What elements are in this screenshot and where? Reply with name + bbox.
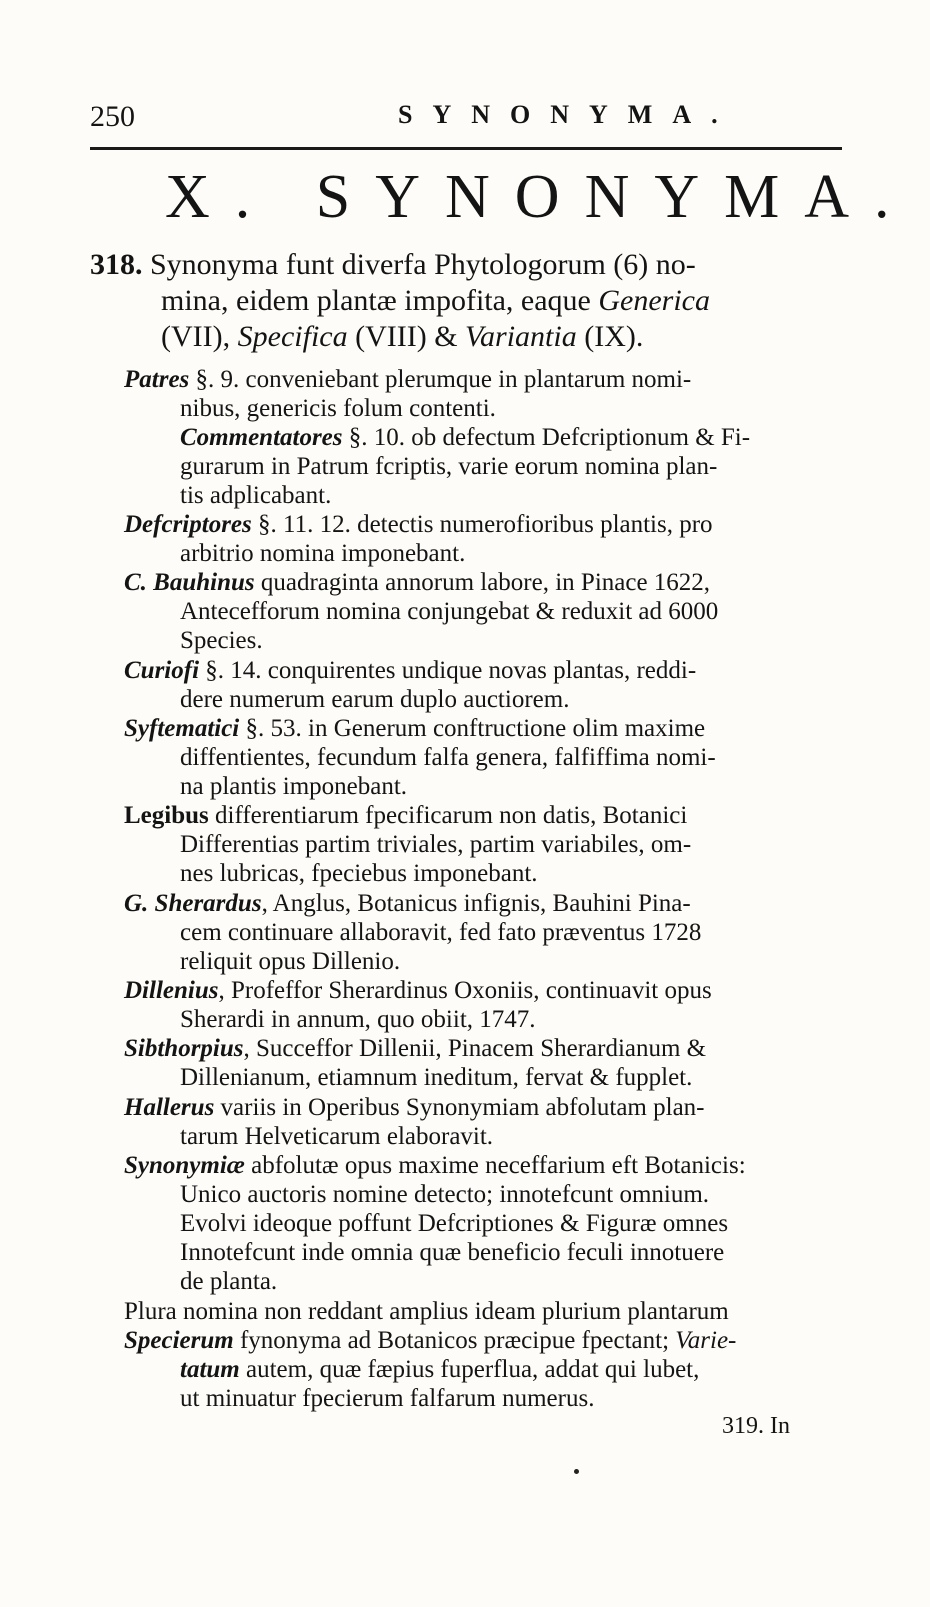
paragraph-line [124, 1093, 705, 1123]
paragraph-term: Synonymiæ [124, 1152, 245, 1179]
paragraph-line [180, 1355, 699, 1385]
paragraph-term: Hallerus [124, 1094, 215, 1121]
paragraph-text: quadraginta annorum labore, in Pinace 1622, [260, 569, 711, 596]
paragraph-line [124, 1034, 706, 1064]
paragraph-line: Species. [180, 627, 263, 654]
paragraph-line: de planta. [180, 1268, 278, 1295]
running-head [90, 100, 860, 140]
paragraph-text: §. 9. conveniebant plerumque in plantarum nomi- [195, 366, 692, 393]
paragraph-line [124, 656, 696, 686]
paragraph-term: tatum [180, 1356, 240, 1383]
catchword: 319. In [722, 1413, 790, 1439]
paragraph-text: variis in Operibus Synonymiam abfolutam plan- [220, 1094, 705, 1121]
paragraph-line: Plura nomina non reddant amplius ideam plurium plantarum [124, 1298, 729, 1325]
paragraph-line: Dillenianum, etiamnum ineditum, fervat & fupplet. [180, 1064, 693, 1091]
section-line [161, 319, 643, 355]
paragraph-line: dere numerum earum duplo auctiorem. [180, 686, 570, 713]
paragraph-term: Dillenius [124, 977, 219, 1004]
paragraph-text: , Profeffor Sherardinus Oxoniis, continuavit opus [218, 977, 712, 1004]
section-text: mina, eidem plantæ impofita, eaque [161, 284, 591, 317]
section-text: (IX). [584, 320, 644, 353]
paragraph-line: reliquit opus Dillenio. [180, 948, 401, 975]
paragraph-line: tis adplicabant. [180, 482, 332, 509]
paragraph-text: fynonyma ad Botanicos præcipue fpectant; [239, 1327, 670, 1354]
paragraph-text: , Anglus, Botanicus infignis, Bauhini Pina- [261, 890, 691, 917]
paragraph-line: na plantis imponebant. [180, 773, 408, 800]
paragraph-term: Sibthorpius [124, 1035, 244, 1062]
paragraph-text: autem, quæ fæpius fuperflua, addat qui lubet, [246, 1356, 700, 1383]
paragraph-line: Sherardi in annum, quo obiit, 1747. [180, 1006, 536, 1033]
section-text-italic: Specifica [237, 320, 348, 353]
paragraph-text: §. 11. 12. detectis numerofioribus plantis, pro [258, 511, 713, 538]
paragraph-line [124, 889, 691, 919]
page-number: 250 [90, 100, 135, 133]
header-rule [90, 147, 842, 150]
paragraph-line: Differentias partim triviales, partim variabiles, om- [180, 831, 692, 858]
paragraph-line: diffentientes, fecundum falfa genera, falfiffima nomi- [180, 744, 716, 771]
section-text: Synonyma funt diverfa Phytologorum (6) no- [150, 248, 696, 281]
paragraph-line [124, 1326, 736, 1356]
paragraph-line [124, 714, 705, 744]
paragraph-text: , Succeffor Dillenii, Pinacem Sherardianum & [243, 1035, 707, 1062]
paragraph-line: ut minuatur fpecierum falfarum numerus. [180, 1385, 595, 1412]
paragraph-term: G. Sherardus [124, 890, 262, 917]
paragraph-line: Unico auctoris nomine detecto; innotefcunt omnium. [180, 1181, 710, 1208]
paragraph-term: Syftematici [124, 715, 240, 742]
paragraph-text: differentiarum fpecificarum non datis, Botanici [215, 802, 688, 829]
paragraph-line [124, 365, 691, 395]
section-text: (VIII) & [355, 320, 458, 353]
paragraph-line: Innotefcunt inde omnia quæ beneficio feculi innotuere [180, 1239, 725, 1266]
section-text-italic: Generica [598, 284, 710, 317]
paragraph-term: Specierum [124, 1327, 234, 1354]
paragraph-term: Patres [124, 366, 190, 393]
paragraph-line [180, 423, 750, 453]
paragraph-line [124, 976, 712, 1006]
paragraph-line: nibus, genericis folum contenti. [180, 395, 496, 422]
paragraph-term: Defcriptores [124, 511, 252, 538]
paragraph-text-italic: Varie- [675, 1327, 737, 1354]
printer-mark [574, 1469, 579, 1474]
paragraph-line [124, 801, 687, 831]
section-line [161, 283, 710, 319]
paragraph-text: §. 14. conquirentes undique novas plantas, reddi- [205, 657, 697, 684]
paragraph-line: nes lubricas, fpeciebus imponebant. [180, 860, 538, 887]
section-text-italic: Variantia [465, 320, 577, 353]
paragraph-line [124, 510, 713, 540]
section-text: (VII), [161, 320, 231, 353]
paragraph-line: cem continuare allaboravit, fed fato præventus 1728 [180, 919, 702, 946]
paragraph-term: Curiofi [124, 657, 200, 684]
paragraph-line: Antecefforum nomina conjungebat & reduxit ad 6000 [180, 598, 719, 625]
paragraph-line: Evolvi ideoque poffunt Defcriptiones & Figuræ omnes [180, 1210, 729, 1237]
chapter-title: X. SYNONYMA. [165, 163, 915, 231]
running-title: SYNONYMA. [398, 100, 738, 129]
paragraph-lead: Legibus [124, 802, 209, 829]
paragraph-text: abfolutæ opus maxime neceffarium eft Botanicis: [251, 1152, 746, 1179]
paragraph-text: §. 10. ob defectum Defcriptionum & Fi- [348, 424, 751, 451]
paragraph-term: C. Bauhinus [124, 569, 255, 596]
section-line [90, 247, 696, 283]
paragraph-line: arbitrio nomina imponebant. [180, 540, 466, 567]
paragraph-line [124, 568, 710, 598]
paragraph-term: Commentatores [180, 424, 343, 451]
paragraph-text: §. 53. in Generum conftructione olim maxime [245, 715, 706, 742]
paragraph-line: tarum Helveticarum elaboravit. [180, 1123, 494, 1150]
section-number: 318. [90, 248, 143, 281]
paragraph-line [124, 1151, 746, 1181]
paragraph-line: gurarum in Patrum fcriptis, varie eorum nomina plan- [180, 453, 718, 480]
